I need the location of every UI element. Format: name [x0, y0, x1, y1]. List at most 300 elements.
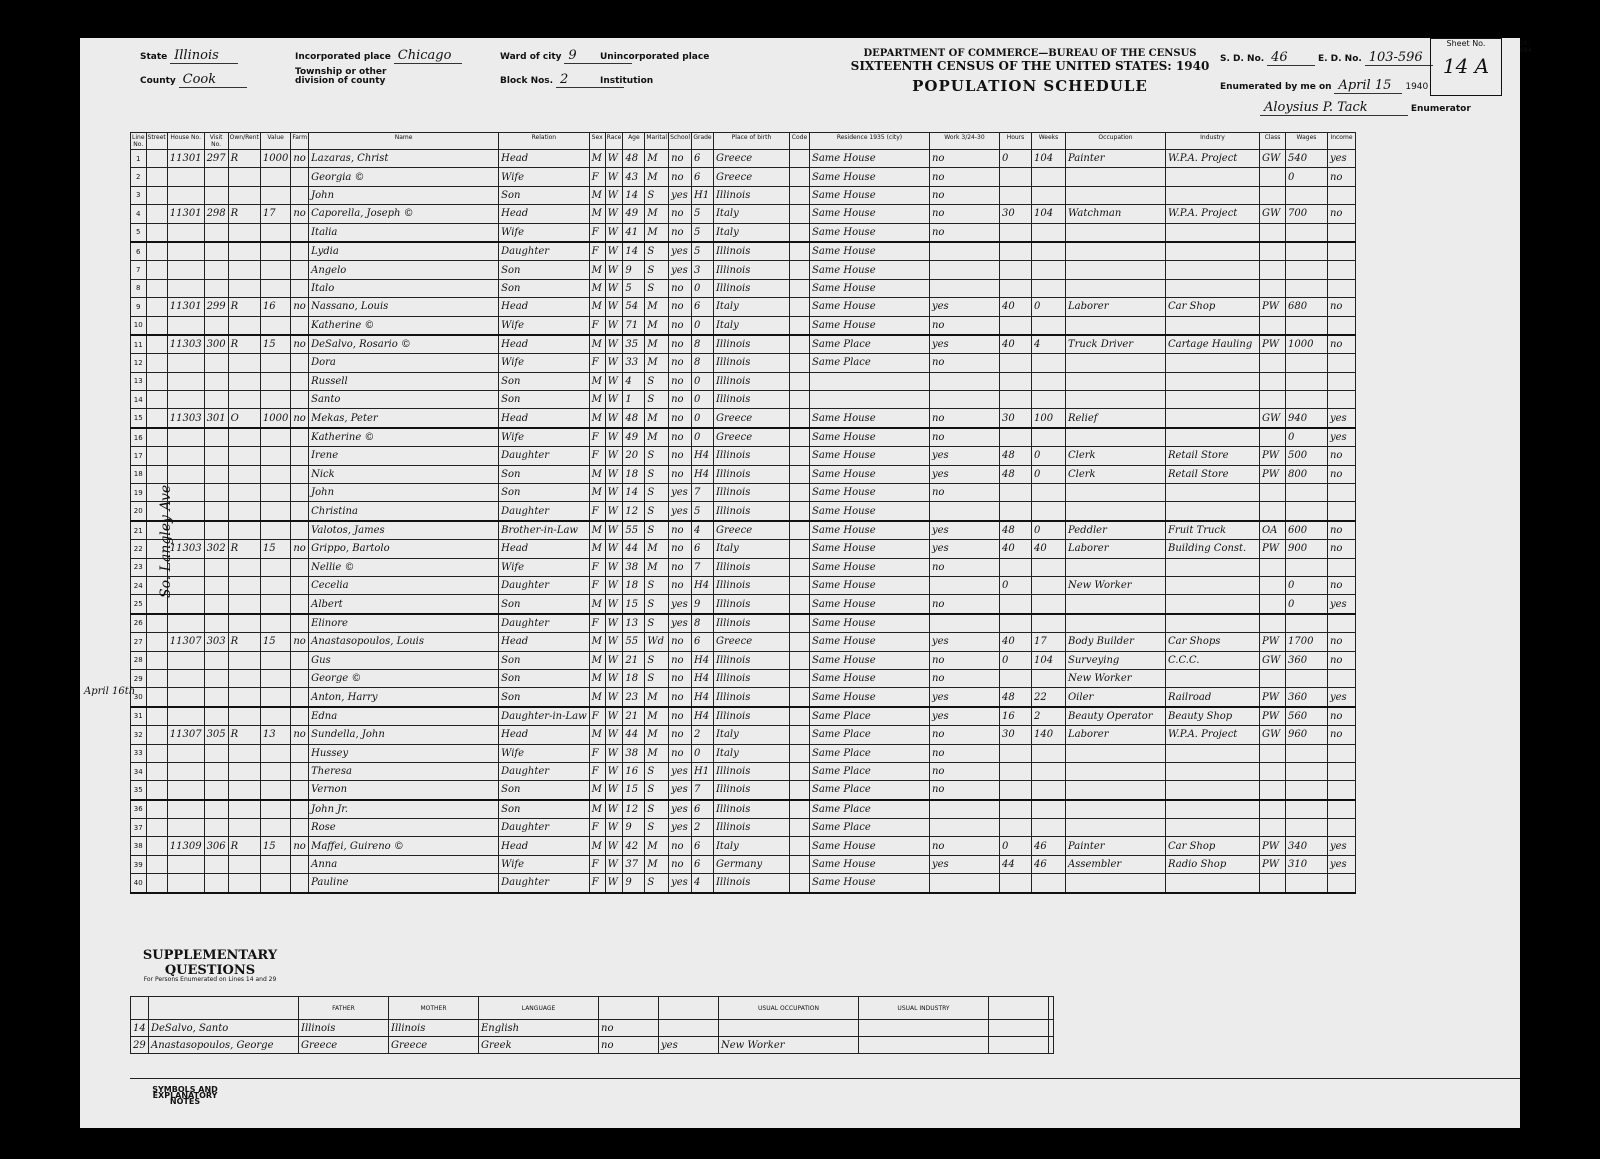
cell-sch: no [669, 354, 692, 372]
cell-occ [1065, 781, 1165, 800]
cell-work: yes [929, 298, 999, 316]
cell-house: 11301 [167, 150, 204, 168]
cell-rel: Head [499, 335, 590, 354]
cell-gr: 0 [691, 372, 713, 390]
cell-wks [1031, 372, 1065, 390]
cell-race: W [605, 242, 623, 261]
cell-gr: 6 [691, 633, 713, 651]
cell-occ [1065, 558, 1165, 576]
cell-street [146, 205, 167, 223]
column-header: House No. [167, 133, 204, 150]
dept-title: DEPARTMENT OF COMMERCE—BUREAU OF THE CENSUS [863, 48, 1197, 59]
cell-res: Same Place [809, 819, 929, 837]
cell-birth: Illinois [713, 186, 789, 204]
cell-own [228, 223, 260, 242]
cell-value [260, 744, 290, 762]
cell-street [146, 614, 167, 633]
column-header: Name [309, 133, 499, 150]
cell-cls [1259, 502, 1285, 521]
cell-name: DeSalvo, Rosario © [309, 335, 499, 354]
cell-occ [1065, 242, 1165, 261]
cell-sch: no [669, 428, 692, 447]
cell-street [146, 781, 167, 800]
cell-res: Same House [809, 837, 929, 855]
cell-hrs [999, 595, 1031, 614]
cell-age: 14 [623, 242, 645, 261]
cell-birth: Italy [713, 837, 789, 855]
cell-hrs: 40 [999, 540, 1031, 558]
cell-wks [1031, 800, 1065, 819]
cell-work: yes [929, 447, 999, 465]
table-row [131, 372, 1356, 390]
cell-sch: yes [669, 186, 692, 204]
cell-farm [291, 261, 309, 279]
cell-house: 11303 [167, 335, 204, 354]
cell-value [260, 261, 290, 279]
table-row [131, 819, 1356, 837]
cell-gr: 7 [691, 484, 713, 502]
cell-visit: 300 [204, 335, 228, 354]
county-value: Cook [179, 72, 247, 88]
cell-hrs: 30 [999, 409, 1031, 428]
cell-cls: PW [1259, 837, 1285, 855]
cell-occ: Relief [1065, 409, 1165, 428]
cell-farm [291, 576, 309, 594]
cell-sex: M [589, 261, 605, 279]
cell-value [260, 354, 290, 372]
cell-inc [1327, 762, 1355, 780]
cell-wks [1031, 874, 1065, 893]
cell-value: 17 [260, 205, 290, 223]
column-header: Residence 1935 (city) [809, 133, 929, 150]
cell-work: yes [929, 465, 999, 483]
cell-ind [1165, 223, 1259, 242]
column-header: Code [789, 133, 809, 150]
cell-age: 41 [623, 223, 645, 242]
cell-gr: 4 [691, 874, 713, 893]
cell-mar: S [645, 651, 669, 669]
cell-farm [291, 874, 309, 893]
cell-wks [1031, 576, 1065, 594]
cell-street [146, 726, 167, 744]
cell-name: Katherine © [309, 428, 499, 447]
cell-race: W [605, 837, 623, 855]
cell-res: Same Place [809, 335, 929, 354]
cell-occ: Clerk [1065, 465, 1165, 483]
cell-work: yes [929, 540, 999, 558]
cell-work [929, 502, 999, 521]
cell-occ: Painter [1065, 150, 1165, 168]
cell-age: 48 [623, 409, 645, 428]
cell-farm [291, 465, 309, 483]
cell-street [146, 279, 167, 297]
cell-occ: Beauty Operator [1065, 707, 1165, 726]
cell-mar: S [645, 614, 669, 633]
cell-wage: 500 [1285, 447, 1327, 465]
cell-hrs: 48 [999, 521, 1031, 540]
cell-own [228, 744, 260, 762]
cell-name: John [309, 186, 499, 204]
cell-inc [1327, 261, 1355, 279]
cell-sex: F [589, 855, 605, 873]
cell-sch: no [669, 335, 692, 354]
cell-visit [204, 744, 228, 762]
cell-sch: yes [669, 781, 692, 800]
cell-value [260, 762, 290, 780]
cell-visit [204, 614, 228, 633]
supplementary-row: 29 Anastasopoulos, George Greece Greece Greek no yes New Worker [131, 1037, 1054, 1054]
cell-code [789, 521, 809, 540]
cell-code [789, 502, 809, 521]
cell-work [929, 242, 999, 261]
cell-code [789, 614, 809, 633]
table-row [131, 205, 1356, 223]
cell-value [260, 186, 290, 204]
cell-wage: 0 [1285, 428, 1327, 447]
cell-wage [1285, 391, 1327, 409]
table-row [131, 150, 1356, 168]
cell-birth: Illinois [713, 762, 789, 780]
cell-inc: yes [1327, 150, 1355, 168]
cell-hrs: 48 [999, 447, 1031, 465]
cell-age: 16 [623, 762, 645, 780]
cell-street [146, 223, 167, 242]
cell-rel: Son [499, 688, 590, 707]
cell-work: yes [929, 707, 999, 726]
cell-own: R [228, 633, 260, 651]
cell-work [929, 874, 999, 893]
cell-ind [1165, 874, 1259, 893]
cell-value [260, 558, 290, 576]
cell-own [228, 316, 260, 335]
cell-wage [1285, 800, 1327, 819]
cell-farm: no [291, 837, 309, 855]
cell-inc [1327, 223, 1355, 242]
cell-occ [1065, 744, 1165, 762]
ward-value: 9 [564, 48, 632, 64]
cell-sex: F [589, 614, 605, 633]
cell-race: W [605, 223, 623, 242]
cell-visit [204, 372, 228, 390]
cell-mar: M [645, 150, 669, 168]
cell-sch: no [669, 633, 692, 651]
cell-birth: Illinois [713, 781, 789, 800]
cell-age: 33 [623, 354, 645, 372]
cell-street [146, 633, 167, 651]
cell-code [789, 150, 809, 168]
cell-cls: GW [1259, 150, 1285, 168]
cell-birth: Greece [713, 521, 789, 540]
cell-res: Same House [809, 576, 929, 594]
cell-name: John [309, 484, 499, 502]
cell-inc: no [1327, 521, 1355, 540]
cell-ind: Beauty Shop [1165, 707, 1259, 726]
cell-wage [1285, 186, 1327, 204]
cell-ln: 11 [131, 335, 147, 354]
cell-ln: 1 [131, 150, 147, 168]
uninc-field: Unincorporated place [600, 52, 710, 62]
cell-wage: 0 [1285, 576, 1327, 594]
column-header: Income [1327, 133, 1355, 150]
sheet-number: 14 A [1442, 54, 1490, 78]
cell-cls [1259, 762, 1285, 780]
cell-ind: Retail Store [1165, 447, 1259, 465]
cell-house [167, 651, 204, 669]
cell-cls [1259, 316, 1285, 335]
cell-name: Gus [309, 651, 499, 669]
cell-sex: M [589, 521, 605, 540]
cell-ln: 39 [131, 855, 147, 873]
cell-res: Same House [809, 168, 929, 186]
census-sheet [80, 38, 1532, 1128]
cell-house [167, 800, 204, 819]
cell-sch: no [669, 205, 692, 223]
cell-ind [1165, 502, 1259, 521]
cell-birth: Illinois [713, 391, 789, 409]
table-row [131, 651, 1356, 669]
cell-birth: Greece [713, 409, 789, 428]
cell-sex: F [589, 242, 605, 261]
cell-own [228, 874, 260, 893]
cell-inc: no [1327, 205, 1355, 223]
cell-res: Same Place [809, 781, 929, 800]
cell-sch: yes [669, 595, 692, 614]
cell-res: Same House [809, 428, 929, 447]
cell-ind [1165, 242, 1259, 261]
cell-name: Grippo, Bartolo [309, 540, 499, 558]
cell-work [929, 391, 999, 409]
cell-name: Anastasopoulos, Louis [309, 633, 499, 651]
cell-hrs [999, 669, 1031, 687]
cell-birth: Italy [713, 205, 789, 223]
column-header: Grade [691, 133, 713, 150]
cell-gr: 6 [691, 837, 713, 855]
cell-street [146, 391, 167, 409]
cell-birth: Illinois [713, 242, 789, 261]
cell-age: 12 [623, 800, 645, 819]
cell-street [146, 465, 167, 483]
cell-gr: 6 [691, 540, 713, 558]
cell-mar: M [645, 726, 669, 744]
cell-birth: Illinois [713, 465, 789, 483]
cell-age: 15 [623, 595, 645, 614]
cell-mar: M [645, 707, 669, 726]
cell-res: Same House [809, 651, 929, 669]
cell-rel: Daughter [499, 447, 590, 465]
cell-mar: M [645, 855, 669, 873]
cell-mar: S [645, 874, 669, 893]
enum-date-value: April 15 [1334, 78, 1402, 94]
cell-wks: 17 [1031, 633, 1065, 651]
cell-mar: M [645, 428, 669, 447]
cell-gr: H4 [691, 576, 713, 594]
cell-occ [1065, 595, 1165, 614]
cell-age: 71 [623, 316, 645, 335]
cell-wage: 0 [1285, 168, 1327, 186]
cell-work [929, 372, 999, 390]
cell-ind [1165, 819, 1259, 837]
cell-own [228, 521, 260, 540]
cell-wage [1285, 223, 1327, 242]
cell-hrs [999, 502, 1031, 521]
cell-farm [291, 391, 309, 409]
column-header: Weeks [1031, 133, 1065, 150]
cell-res: Same House [809, 223, 929, 242]
cell-ind: Fruit Truck [1165, 521, 1259, 540]
cell-rel: Daughter [499, 874, 590, 893]
cell-name: Katherine © [309, 316, 499, 335]
cell-wks [1031, 744, 1065, 762]
cell-code [789, 335, 809, 354]
cell-wage [1285, 819, 1327, 837]
cell-hrs [999, 428, 1031, 447]
cell-race: W [605, 186, 623, 204]
cell-house [167, 874, 204, 893]
cell-ind: Car Shop [1165, 298, 1259, 316]
explanatory-notes [130, 1078, 1520, 1125]
cell-farm [291, 855, 309, 873]
cell-inc: no [1327, 633, 1355, 651]
cell-birth: Greece [713, 150, 789, 168]
cell-rel: Head [499, 540, 590, 558]
cell-house: 11303 [167, 409, 204, 428]
cell-sex: F [589, 428, 605, 447]
cell-occ [1065, 762, 1165, 780]
cell-work: no [929, 168, 999, 186]
cell-age: 9 [623, 261, 645, 279]
cell-code [789, 595, 809, 614]
cell-code [789, 837, 809, 855]
cell-cls: PW [1259, 540, 1285, 558]
cell-sch: no [669, 855, 692, 873]
cell-age: 21 [623, 651, 645, 669]
cell-rel: Wife [499, 354, 590, 372]
table-row [131, 781, 1356, 800]
cell-name: Santo [309, 391, 499, 409]
cell-farm: no [291, 150, 309, 168]
cell-res: Same Place [809, 762, 929, 780]
cell-farm [291, 484, 309, 502]
cell-house [167, 447, 204, 465]
cell-street [146, 744, 167, 762]
cell-work: no [929, 223, 999, 242]
cell-sex: F [589, 223, 605, 242]
cell-res: Same House [809, 465, 929, 483]
cell-farm [291, 521, 309, 540]
cell-own [228, 800, 260, 819]
state-field: State Illinois [140, 48, 238, 64]
cell-hrs: 40 [999, 298, 1031, 316]
cell-rel: Head [499, 298, 590, 316]
cell-cls [1259, 800, 1285, 819]
cell-work: no [929, 186, 999, 204]
cell-visit [204, 707, 228, 726]
table-row [131, 837, 1356, 855]
cell-inc [1327, 316, 1355, 335]
cell-hrs: 0 [999, 150, 1031, 168]
cell-ind [1165, 372, 1259, 390]
table-row [131, 465, 1356, 483]
table-row [131, 261, 1356, 279]
cell-sex: M [589, 186, 605, 204]
cell-sex: M [589, 800, 605, 819]
enumerator-value: Aloysius P. Tack [1260, 100, 1408, 116]
cell-sch: no [669, 540, 692, 558]
cell-own [228, 168, 260, 186]
cell-birth: Italy [713, 540, 789, 558]
cell-street [146, 837, 167, 855]
cell-ln: 17 [131, 447, 147, 465]
cell-gr: H4 [691, 669, 713, 687]
cell-occ [1065, 484, 1165, 502]
cell-value [260, 484, 290, 502]
cell-name: Angelo [309, 261, 499, 279]
cell-sex: M [589, 465, 605, 483]
cell-rel: Head [499, 150, 590, 168]
cell-hrs: 44 [999, 855, 1031, 873]
cell-mar: M [645, 354, 669, 372]
cell-sch: no [669, 391, 692, 409]
cell-name: Cecelia [309, 576, 499, 594]
cell-res: Same Place [809, 707, 929, 726]
cell-ln: 32 [131, 726, 147, 744]
cell-farm [291, 168, 309, 186]
cell-inc [1327, 354, 1355, 372]
cell-wks [1031, 819, 1065, 837]
cell-name: Pauline [309, 874, 499, 893]
cell-value [260, 614, 290, 633]
cell-cls: PW [1259, 707, 1285, 726]
cell-sex: F [589, 707, 605, 726]
cell-gr: H1 [691, 186, 713, 204]
cell-sex: M [589, 150, 605, 168]
cell-race: W [605, 651, 623, 669]
cell-farm [291, 223, 309, 242]
cell-street [146, 855, 167, 873]
cell-occ: Body Builder [1065, 633, 1165, 651]
cell-inc: yes [1327, 409, 1355, 428]
cell-sch: no [669, 837, 692, 855]
cell-visit: 306 [204, 837, 228, 855]
column-header: Own/Rent [228, 133, 260, 150]
cell-race: W [605, 576, 623, 594]
cell-ln: 18 [131, 465, 147, 483]
cell-ind: Radio Shop [1165, 855, 1259, 873]
cell-name: Dora [309, 354, 499, 372]
cell-gr: 0 [691, 409, 713, 428]
cell-wks: 140 [1031, 726, 1065, 744]
cell-gr: 7 [691, 558, 713, 576]
cell-code [789, 205, 809, 223]
cell-res: Same House [809, 540, 929, 558]
cell-value [260, 855, 290, 873]
sd-value: 46 [1267, 50, 1315, 66]
cell-sch: no [669, 168, 692, 186]
cell-cls [1259, 874, 1285, 893]
cell-work: no [929, 409, 999, 428]
cell-code [789, 409, 809, 428]
cell-house [167, 316, 204, 335]
cell-occ: Assembler [1065, 855, 1165, 873]
cell-age: 42 [623, 837, 645, 855]
cell-wage: 1000 [1285, 335, 1327, 354]
cell-work [929, 261, 999, 279]
cell-hrs [999, 781, 1031, 800]
cell-ln: 36 [131, 800, 147, 819]
cell-birth: Illinois [713, 372, 789, 390]
cell-house: 11307 [167, 726, 204, 744]
cell-age: 43 [623, 168, 645, 186]
